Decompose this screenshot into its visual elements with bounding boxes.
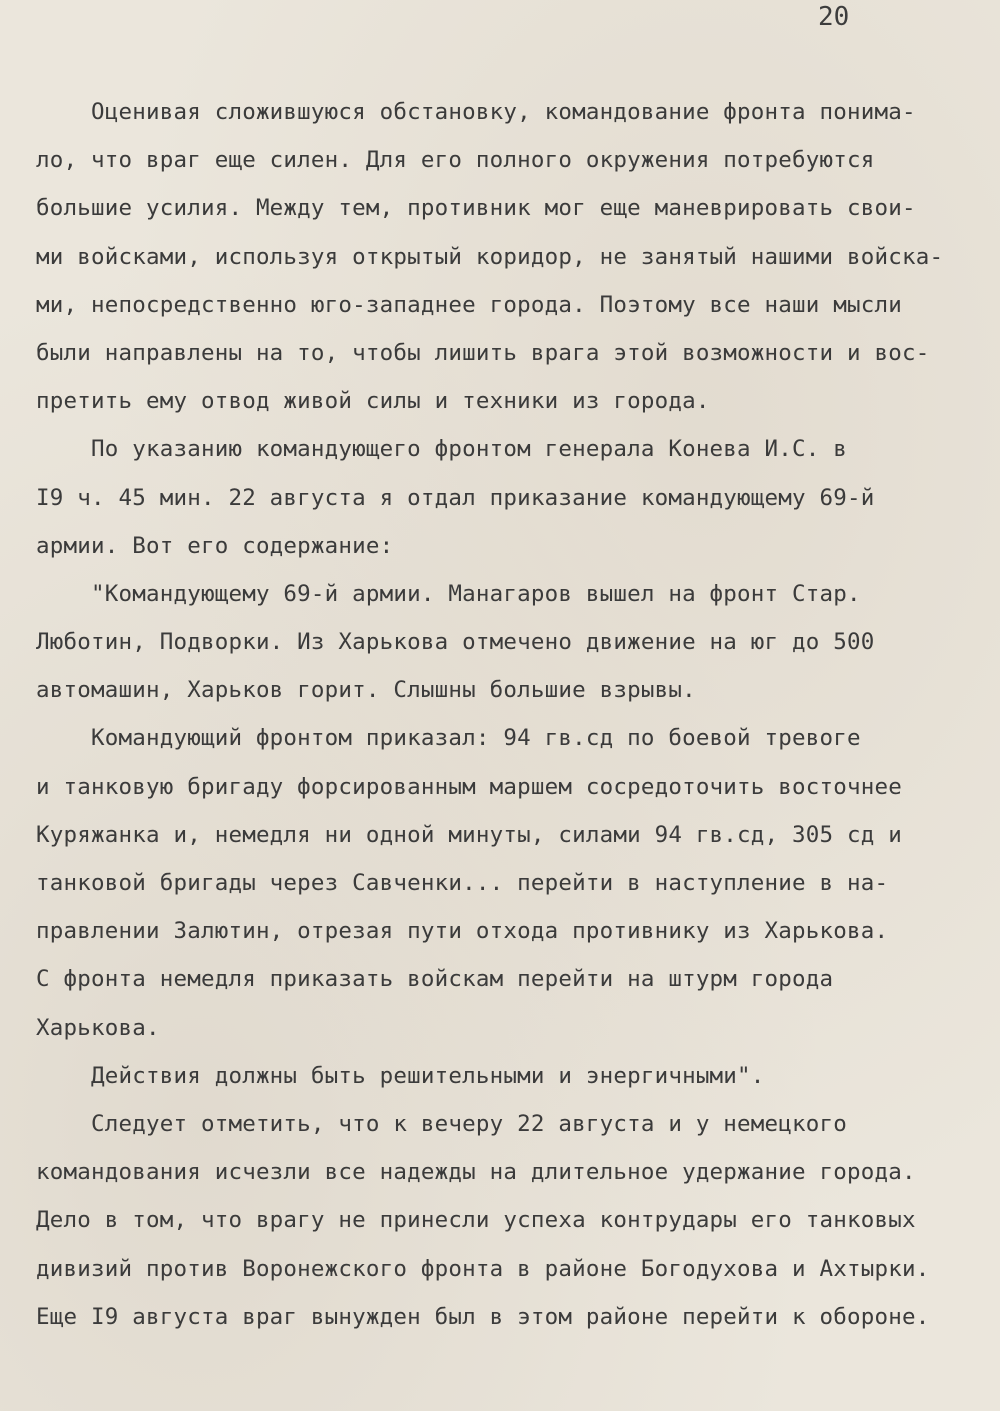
text-line: претить ему отвод живой силы и техники из города. bbox=[36, 388, 710, 415]
text-line: командования исчезли все надежды на длительное удержание города. bbox=[36, 1159, 916, 1186]
document-body bbox=[36, 88, 986, 1341]
text-line: Еще I9 августа враг вынужден был в этом районе перейти к обороне. bbox=[36, 1303, 930, 1330]
text-line: "Командующему 69-й армии. Манагаров вышел на фронт Стар. bbox=[36, 580, 861, 607]
text-line: ми войсками, используя открытый коридор, не занятый нашими войска- bbox=[36, 243, 944, 270]
text-line: I9 ч. 45 мин. 22 августа я отдал приказание командующему 69-й bbox=[36, 484, 875, 511]
text-line: С фронта немедля приказать войскам перейти на штурм города bbox=[36, 966, 834, 993]
text-line: и танковую бригаду форсированным маршем сосредоточить восточнее bbox=[36, 773, 903, 800]
page-number: 20 bbox=[818, 2, 850, 32]
text-line: Люботин, Подворки. Из Харькова отмечено движение на юг до 500 bbox=[36, 629, 875, 656]
text-line: танковой бригады через Савченки... перейти в наступление в на- bbox=[36, 870, 889, 896]
text-line: Оценивая сложившуюся обстановку, командование фронта понима- bbox=[36, 99, 916, 125]
text-line: были направлены на то, чтобы лишить врага этой возможности и вос- bbox=[36, 339, 930, 366]
text-line: Командующий фронтом приказал: 94 гв.сд по боевой тревоге bbox=[36, 725, 861, 752]
text-line: По указанию командующего фронтом генерала Конева И.С. в bbox=[36, 436, 848, 463]
text-line: ми, непосредственно юго-западнее города. Поэтому все наши мысли bbox=[36, 291, 903, 318]
text-line: армии. Вот его содержание: bbox=[36, 532, 394, 559]
text-line: большие усилия. Между тем, противник мог еще маневрировать свои- bbox=[36, 195, 916, 222]
text-line: правлении Залютин, отрезая пути отхода противнику из Харькова. bbox=[36, 918, 889, 945]
text-line: Куряжанка и, немедля ни одной минуты, силами 94 гв.сд, 305 сд и bbox=[36, 821, 903, 848]
text-line: Следует отметить, что к вечеру 22 августа и у немецкого bbox=[36, 1110, 848, 1137]
text-line: автомашин, Харьков горит. Слышны большие взрывы. bbox=[36, 677, 696, 704]
text-line: Дело в том, что врагу не принесли успеха контрудары его танковых bbox=[36, 1207, 916, 1234]
text-line: Действия должны быть решительными и энергичными". bbox=[36, 1062, 765, 1089]
text-line: Харькова. bbox=[36, 1014, 160, 1041]
text-line: ло, что враг еще силен. Для его полного окружения потребуются bbox=[36, 147, 875, 174]
text-line: дивизий против Воронежского фронта в районе Богодухова и Ахтырки. bbox=[36, 1255, 930, 1282]
